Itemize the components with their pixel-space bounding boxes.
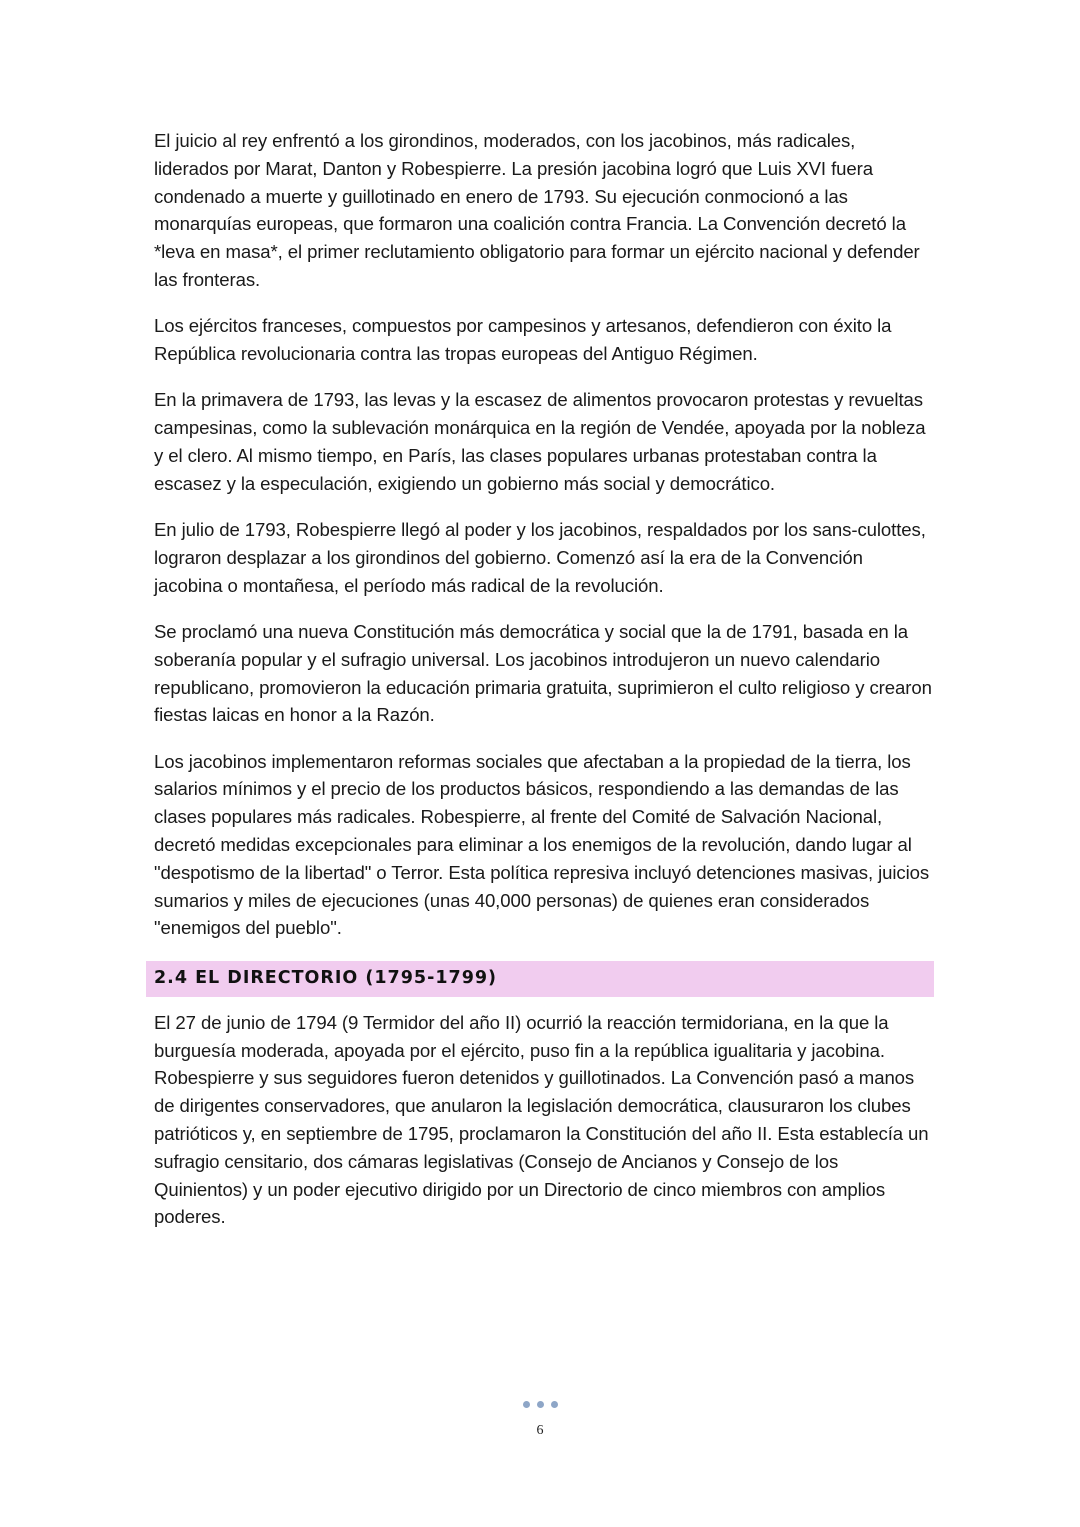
section-heading-directorio: 2.4 EL DIRECTORIO (1795-1799) bbox=[146, 961, 934, 997]
dot-icon bbox=[523, 1401, 530, 1408]
paragraph-ejercitos-franceses: Los ejércitos franceses, compuestos por campesinos y artesanos, defendieron con éxito la República revolucionaria contra las tropas europeas del Antiguo Régimen. bbox=[154, 315, 892, 365]
paragraph-nueva-constitucion: Se proclamó una nueva Constitución más democrática y social que la de 1791, basada en la soberanía popular y el sufragio universal. Los jacobinos introdujeron un nuevo calendario republicano, promovieron la educación primaria gratuita, suprimieron el culto religioso y crearon fiestas laicas en honor a la Razón. bbox=[154, 620, 932, 726]
document-page bbox=[154, 127, 934, 1250]
dot-icon bbox=[537, 1401, 544, 1408]
three-dots-icon bbox=[0, 1401, 1080, 1411]
paragraph-reformas-jacobinas: Los jacobinos implementaron reformas sociales que afectaban a la propiedad de la tierra, los salarios mínimos y el precio de los productos básicos, respondiendo a las demandas de las clases populares más radicales. Robespierre, al frente del Comité de Salvación Nacional, decretó medidas excepcionales para eliminar a los enemigos de la revolución, dando lugar al "despotismo de la libertad" o Terror. Esta política represiva incluyó detenciones masivas, juicios sumarios y miles de ejecuciones (unas 40,000 personas) de quienes eran considerados "enemigos del pueblo". bbox=[154, 750, 930, 939]
paragraph-julio-1793: En julio de 1793, Robespierre llegó al poder y los jacobinos, respaldados por los sans-culottes, lograron desplazar a los girondinos del gobierno. Comenzó así la era de la Convención jacobina o montañesa, el período más radical de la revolución. bbox=[154, 519, 926, 596]
page-footer bbox=[0, 1401, 1080, 1439]
paragraph-reaccion-termidoriana: El 27 de junio de 1794 (9 Termidor del año II) ocurrió la reacción termidoriana, en la que la burguesía moderada, apoyada por el ejército, puso fin a la república igualitaria y jacobina. Robespierre y sus seguidores fueron detenidos y guillotinados. La Convención pasó a manos de dirigentes conservadores, que anularon la legislación democrática, clausuraron los clubes patrióticos y, en septiembre de 1795, proclamaron la Constitución del año II. Esta establecía un sufragio censitario, dos cámaras legislativas (Consejo de Ancianos y Consejo de los Quinientos) y un poder ejecutivo dirigido por un Directorio de cinco miembros con amplios poderes. bbox=[154, 1011, 929, 1228]
paragraph-juicio-rey: El juicio al rey enfrentó a los girondinos, moderados, con los jacobinos, más radicales, liderados por Marat, Danton y Robespierre. La presión jacobina logró que Luis XVI fuera condenado a muerte y guillotinado en enero de 1793. Su ejecución conmocionó a las monarquías europeas, que formaron una coalición contra Francia. La Convención decretó la *leva en masa*, el primer reclutamiento obligatorio para formar un ejército nacional y defender las fronteras. bbox=[154, 130, 920, 290]
page-number: 6 bbox=[536, 1423, 544, 1438]
paragraph-primavera-1793: En la primavera de 1793, las levas y la escasez de alimentos provocaron protestas y revueltas campesinas, como la sublevación monárquica en la región de Vendée, apoyada por la nobleza y el clero. Al mismo tiempo, en París, las clases populares urbanas protestaban contra la escasez y la especulación, exigiendo un gobierno más social y democrático. bbox=[154, 389, 926, 494]
dot-icon bbox=[551, 1401, 558, 1408]
